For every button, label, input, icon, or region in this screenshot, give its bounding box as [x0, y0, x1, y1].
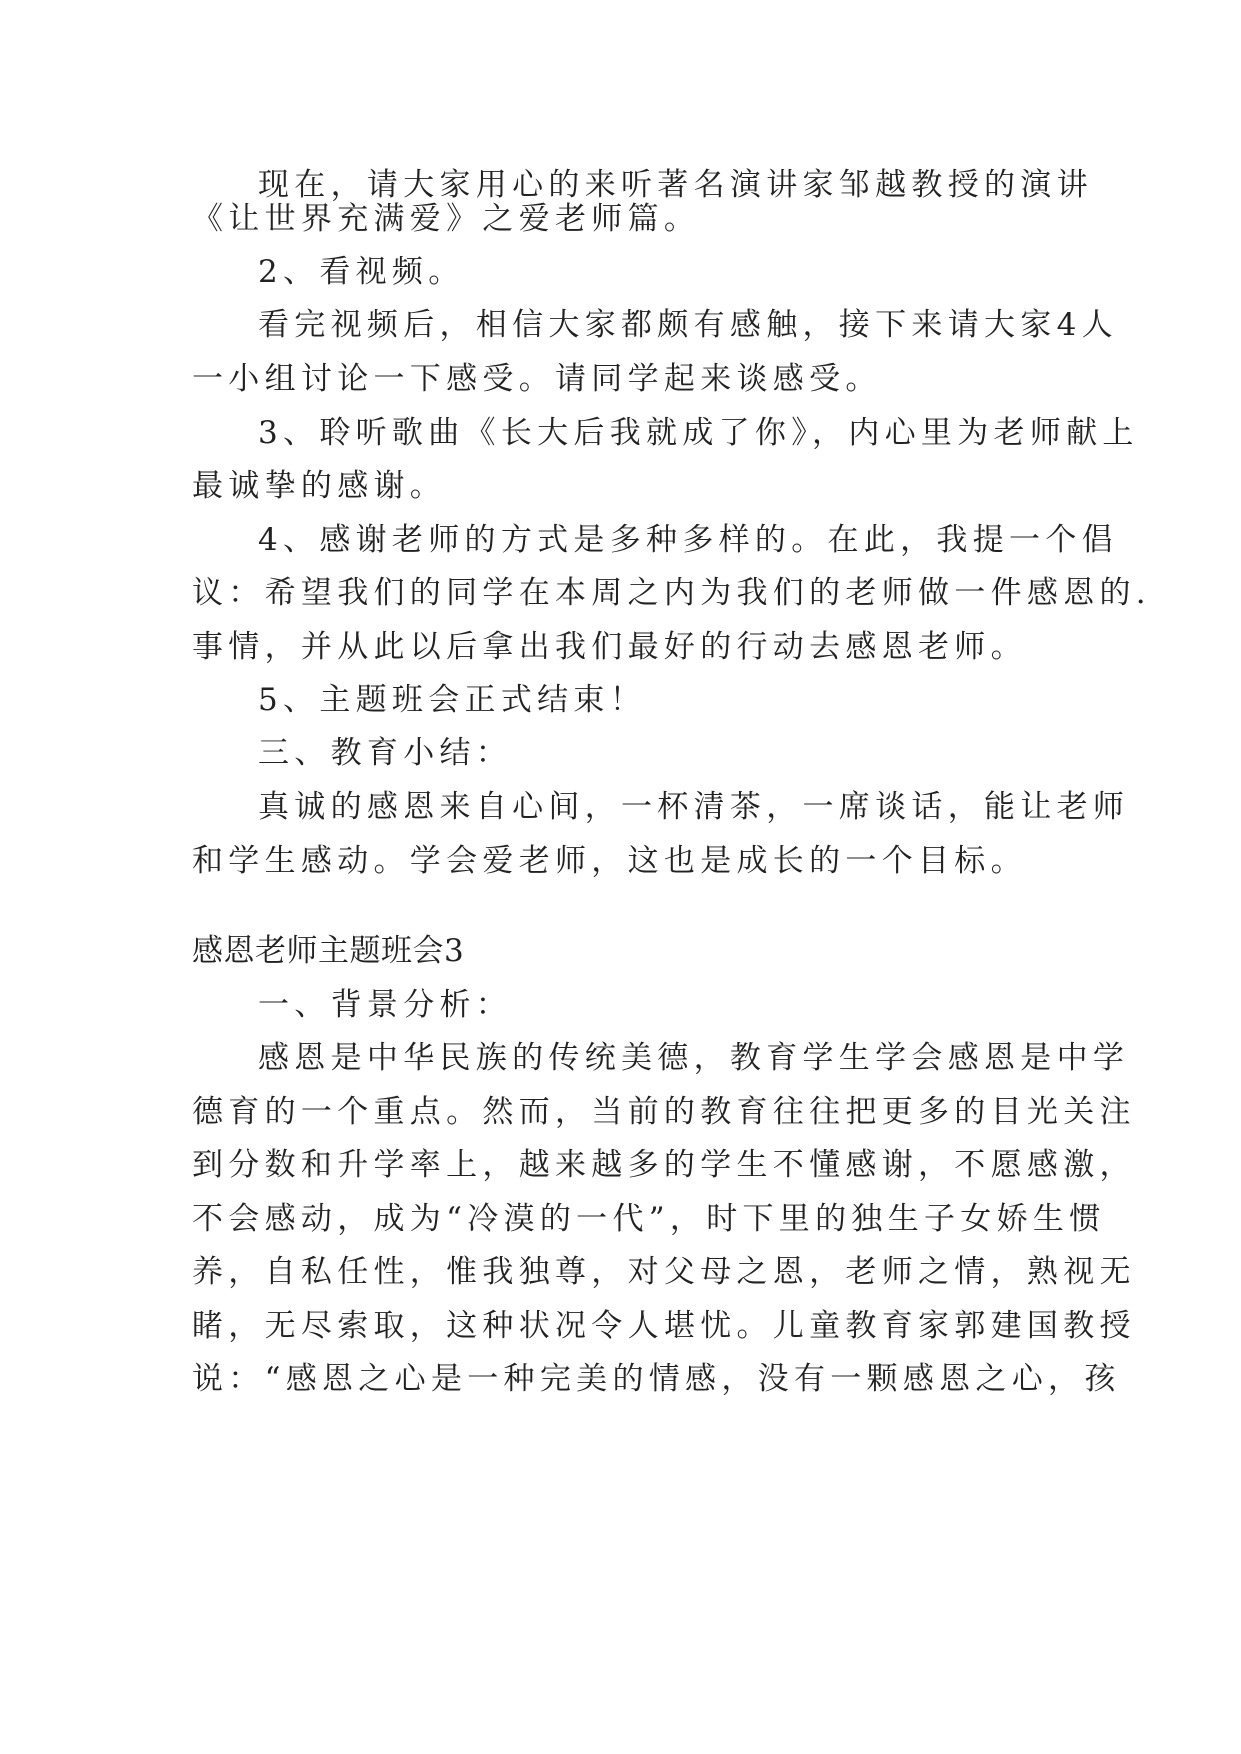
paragraph-line: 和学生感动。学会爱老师，这也是成长的一个目标。	[192, 843, 1027, 879]
paragraph-line: 到分数和升学率上，越来越多的学生不懂感谢，不愿感激，	[192, 1147, 1136, 1183]
paragraph-line: 最诚挚的感谢。	[192, 468, 447, 504]
paragraph-line: 真诚的感恩来自心间，一杯清茶，一席谈话，能让老师	[258, 789, 1130, 825]
paragraph-line: 3、聆听歌曲《长大后我就成了你》，内心里为老师献上	[258, 415, 1139, 451]
paragraph-line: 睹，无尽索取，这种状况令人堪忧。儿童教育家郭建国教授	[192, 1308, 1136, 1344]
paragraph-line: 感恩是中华民族的传统美德，教育学生学会感恩是中学	[258, 1040, 1130, 1076]
paragraph-line: 事情，并从此以后拿出我们最好的行动去感恩老师。	[192, 629, 1027, 665]
paragraph-line: 养，自私任性，惟我独尊，对父母之恩，老师之情，熟视无	[192, 1254, 1136, 1290]
paragraph-line: 说：“感恩之心是一种完美的情感，没有一颗感恩之心，孩	[192, 1361, 1121, 1397]
paragraph-line: 一、背景分析：	[258, 987, 513, 1023]
paragraph-line: 议：希望我们的同学在本周之内为我们的老师做一件感恩的.	[192, 575, 1151, 611]
paragraph-line: 5、主题班会正式结束！	[258, 682, 647, 718]
paragraph-line: 现在，请大家用心的来听著名演讲家邹越教授的演讲	[258, 167, 1093, 203]
paragraph-line: 一小组讨论一下感受。请同学起来谈感受。	[192, 361, 882, 397]
paragraph-line: 不会感动，成为“冷漠的一代”，时下里的独生子女娇生惯	[192, 1201, 1106, 1237]
paragraph-line: 三、教育小结：	[258, 735, 513, 771]
paragraph-line: 德育的一个重点。然而，当前的教育往往把更多的目光关注	[192, 1094, 1136, 1130]
paragraph-line: 《让世界充满爱》之爱老师篇。	[192, 201, 701, 237]
paragraph-line: 4、感谢老师的方式是多种多样的。在此，我提一个倡	[258, 522, 1118, 558]
paragraph-line: 看完视频后，相信大家都颇有感触，接下来请大家4人	[258, 307, 1118, 343]
section-title: 感恩老师主题班会3	[192, 933, 465, 969]
paragraph-line: 2、看视频。	[258, 254, 465, 290]
